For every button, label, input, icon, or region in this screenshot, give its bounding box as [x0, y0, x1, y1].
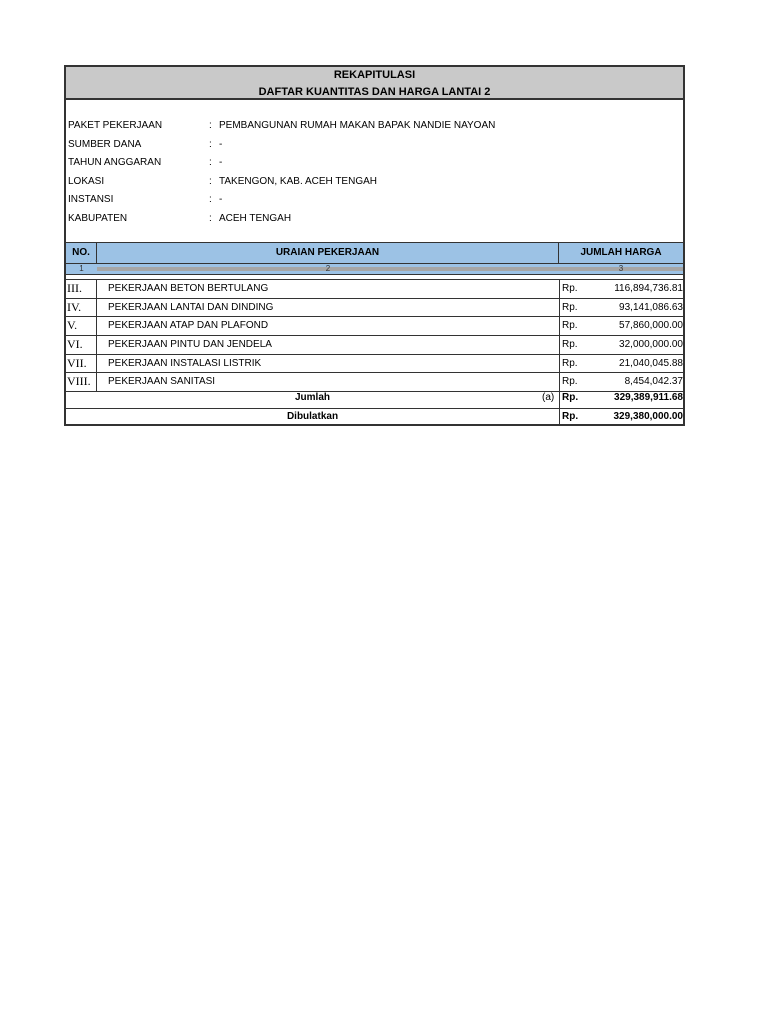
row-description: PEKERJAAN INSTALASI LISTRIK — [108, 357, 262, 369]
info-separator: : — [209, 212, 212, 224]
table-row — [66, 354, 683, 373]
currency-label: Rp. — [562, 392, 579, 404]
info-row-instansi — [68, 191, 668, 210]
row-currency — [559, 336, 683, 354]
row-amount: 93,141,086.63 — [619, 301, 683, 313]
row-amount: 116,894,736.81 — [614, 283, 683, 294]
row-amount: 21,040,045.88 — [619, 357, 683, 369]
currency-label: Rp. — [562, 357, 578, 369]
row-description: PEKERJAAN PINTU DAN JENDELA — [108, 339, 272, 351]
table-row — [66, 298, 683, 317]
title-band — [66, 67, 683, 100]
column-number-row — [66, 264, 683, 275]
info-value: - — [219, 194, 223, 206]
row-number: IV. — [66, 299, 97, 317]
info-label: INSTANSI — [68, 194, 114, 206]
total-currency — [559, 392, 683, 408]
info-label: KABUPATEN — [68, 212, 128, 224]
total-label: Jumlah — [294, 392, 330, 404]
currency-label: Rp. — [562, 376, 578, 388]
currency-label: Rp. — [562, 320, 578, 332]
table-row — [66, 335, 683, 354]
row-description: PEKERJAAN LANTAI DAN DINDING — [108, 301, 274, 313]
info-value: ACEH TENGAH — [219, 212, 292, 224]
row-amount: 32,000,000.00 — [619, 339, 683, 351]
total-row — [66, 391, 683, 408]
info-value: - — [219, 157, 223, 169]
info-row-lokasi — [68, 173, 668, 192]
col-number-2: 2 — [325, 264, 331, 273]
table-row — [66, 316, 683, 335]
info-row-tahun-anggaran — [68, 154, 668, 173]
info-value: PEMBANGUNAN RUMAH MAKAN BAPAK NANDIE NAYOAN — [219, 120, 496, 131]
recap-sheet — [64, 65, 685, 426]
row-currency — [559, 299, 683, 317]
info-separator: : — [209, 120, 212, 131]
cost-table — [66, 242, 683, 425]
header-no: NO. — [66, 243, 97, 263]
col-number-3: 3 — [618, 264, 624, 273]
row-currency — [559, 280, 683, 298]
rounded-total-row — [66, 408, 683, 425]
row-description: PEKERJAAN SANITASI — [108, 376, 216, 388]
info-row-sumber-dana — [68, 136, 668, 155]
info-value: TAKENGON, KAB. ACEH TENGAH — [219, 175, 377, 187]
total-amount: 329,389,911.68 — [614, 392, 683, 404]
row-currency — [559, 317, 683, 335]
row-currency — [559, 373, 683, 391]
title-line-1: REKAPITULASI — [333, 69, 416, 81]
info-label: TAHUN ANGGARAN — [68, 157, 162, 169]
total-code: (a) — [542, 392, 555, 404]
table-header — [66, 242, 683, 264]
currency-label: Rp. — [562, 411, 579, 423]
info-label: SUMBER DANA — [68, 138, 142, 150]
col-number-1: 1 — [79, 264, 84, 273]
row-number: VII. — [66, 355, 97, 373]
project-info — [68, 117, 668, 229]
rounded-amount: 329,380,000.00 — [613, 411, 683, 423]
table-row — [66, 279, 683, 298]
row-number: V. — [66, 317, 97, 335]
row-number: VIII. — [66, 373, 97, 391]
row-number: III. — [66, 280, 97, 298]
info-separator: : — [209, 157, 212, 169]
rounded-label: Dibulatkan — [286, 411, 339, 423]
header-uraian: URAIAN PEKERJAAN — [97, 243, 559, 263]
row-number: VI. — [66, 336, 97, 354]
table-row — [66, 372, 683, 391]
row-amount: 57,860,000.00 — [619, 320, 683, 332]
currency-label: Rp. — [562, 339, 578, 351]
currency-label: Rp. — [562, 283, 578, 294]
info-separator: : — [209, 175, 212, 187]
info-separator: : — [209, 194, 212, 206]
row-currency — [559, 355, 683, 373]
header-jumlah: JUMLAH HARGA — [580, 247, 662, 258]
info-separator: : — [209, 138, 212, 150]
rounded-currency — [559, 409, 683, 425]
info-value: - — [219, 138, 223, 150]
info-label: LOKASI — [68, 175, 105, 187]
info-row-paket — [68, 117, 668, 136]
info-row-kabupaten — [68, 210, 668, 229]
row-amount: 8,454,042.37 — [624, 376, 683, 388]
row-description: PEKERJAAN ATAP DAN PLAFOND — [108, 320, 269, 332]
title-line-2: DAFTAR KUANTITAS DAN HARGA LANTAI 2 — [258, 86, 491, 98]
currency-label: Rp. — [562, 301, 578, 313]
row-description: PEKERJAAN BETON BERTULANG — [108, 283, 269, 294]
info-label: PAKET PEKERJAAN — [68, 120, 163, 131]
